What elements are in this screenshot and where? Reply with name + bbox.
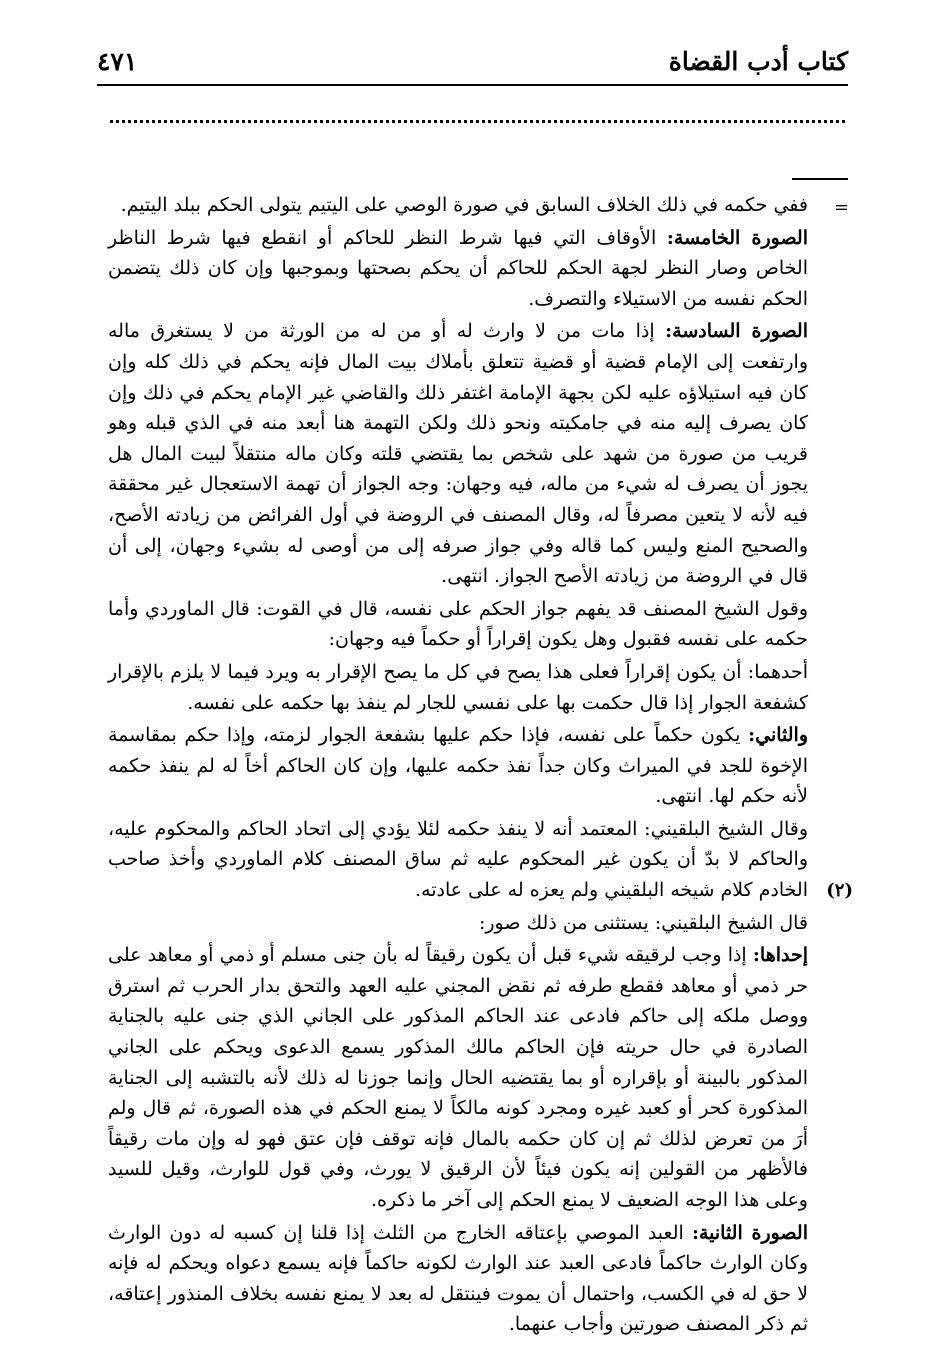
paragraph-text: ففي حكمه في ذلك الخلاف السابق في صورة الوصي على اليتيم يتولى الحكم ببلد اليتيم. [120,194,808,216]
running-header [97,40,848,84]
paragraph-text: قال الشيخ البلقيني: يستثنى من ذلك صور: [478,911,808,934]
paragraph-lead: إحداها: [752,944,808,967]
paragraph-text: الأوقاف التي فيها شرط النظر للحاكم أو انقطع فيها شرط الناظر الخاص وصار النظر لجهة الحكم للحاكم أن يحكم بصحتها وبموجبها وإن كان ذلك يتضمن الحكم نفسه من الاستيلاء والتصرف. [108,226,808,310]
paragraph [108,940,808,1215]
dotted-separator [110,120,845,123]
paragraph-text: وقال الشيخ البلقيني: المعتمد أنه لا ينفذ حكمه لئلا يؤدي إلى اتحاد الحاكم والمحكوم عليه، والحاكم لا بدّ أن يكون غير المحكوم عليه ثم ساق المصنف كلام الماوردي وأخذ صاحب الخادم كلام شيخه البلقيني ولم يعزه له على عادته. [108,817,808,902]
paragraph-text: يكون حكماً على نفسه، فإذا حكم عليها بشفعة الجوار لزمته، وإذا حكم بمقاسمة الإخوة للجد في الميراث وكان جداً نفذ حكمه عليها، وإن كان الحاكم أخاً له لم ينفذ حكمه لأنه حكم لها. انتهى. [108,724,808,808]
footnote-rule [792,178,848,180]
paragraph-text: إذا مات من لا وارث له أو من له من الورثة من لا يستغرق ماله وارتفعت إلى الإمام قضية أو قضية تتعلق بأملاك بيت المال فإنه يحكم في ذلك كله وإن كان فيه استيلاؤه عليه لكن بجهة الإمامة اغتفر ذلك والقاضي غير الإمام يحكم في ذلك وإن كان يصرف إليه منه في جامكيته ونحو ذلك ولكن التهمة هنا أبعد منه في الذي قبله وهو قريب من صورة من شهد على شخص بما يقتضي قلته وكان ماله منتقلاً لبيت المال هل يجوز أن يصرف له شيء من ماله، فيه وجهان: وجه الجواز أن تهمة الاستعجال غير محققة فيه لأنه لا يتعين مصرفاً له، وقال المصنف في الروضة في أول الفرائض من زيادته الأصح، والصحيح المنع وليس كما قاله وفي جواز صرفه إلى من أوصى له بشيء وجهان، إلى أن قال في الروضة من زيادته الأصح الجواز. انتهى. [108,320,808,588]
paragraph [108,908,808,939]
footnote-number: (٢) [826,880,853,901]
header-rule [97,84,848,86]
book-title: كتاب أدب القضاة [668,47,848,76]
paragraph [108,1218,808,1340]
page-number: ٤٧١ [97,47,138,76]
footnote-body [108,190,808,1342]
paragraph [108,223,808,315]
paragraph-text: إذا وجب لرقيقه شيء قبل أن يكون رقيقاً له بأن جنى مسلم أو ذمي أو معاهد على حر ذمي أو معاهد فقطع طرفه ثم نقض المجني عليه العهد والتحق بدار الحرب ثم استرق ووصل ملكه إلى حاكم فادعى عند الحاكم المذكور على الجاني الذي جنى عليه بالجناية الصادرة في حال حريته فإن الحاكم مالك المذكور يسمع الدعوى ويحكم على الجاني المذكور بالبينة أو بإقراره أو بما يقتضيه الحال وإنما جوزنا له ذلك لأنه بالتشبه إلى الجناية المذكورة كحر أو كعبد غيره ومجرد كونه مالكاً لا يمنع الحكم في هذه الصورة، ثم قال ولم أرَ من تعرض لذلك ثم إن كان حكمه بالمال فإنه توقف فإن عتق فهو له وإن مات رقيقاً فالأظهر من القولين إنه يكون فيئاً لأن الرقيق لا يورث، وفي قول للوارث، وقيل للسيد وعلى هذا الوجه الضعيف لا يمنع الحكم إلى آخر ما ذكره. [108,944,808,1211]
paragraph [108,814,808,906]
paragraph [108,594,808,655]
paragraph [108,720,808,812]
paragraph [108,190,808,221]
paragraph [108,657,808,718]
paragraph-text: وقول الشيخ المصنف قد يفهم جواز الحكم على نفسه، قال في القوت: قال الماوردي وأما حكمه على نفسه فقبول وهل يكون إقراراً أو حكماً فيه وجهان: [108,597,808,651]
paragraph-text: العبد الموصي بإعتاقه الخارج من الثلث إذا قلنا إن كسبه له دون الوارث وكان الوارث حاكماً فادعى العبد عند الوارث لكونه حاكماً فإنه يسمع دعواه ويحكم له فإنه لا حق له في الكسب، واحتمال أن يموت فينتقل له بعد لا يمنع نفسه بخلاف المنذور إعتاقه، ثم ذكر المصنف صورتين وأجاب عنهما. [108,1221,808,1336]
paragraph-text: أحدهما: أن يكون إقراراً فعلى هذا يصح في كل ما يصح الإقرار به ويرد فيما لا يلزم بالإقرار كشفعة الجوار إذا قال حكمت بها على نفسي للجار لم ينفذ بها حكمه على نفسه. [108,660,808,714]
paragraph-lead: الصورة السادسة: [665,320,808,343]
paragraph-lead: الصورة الثانية: [691,1221,808,1244]
paragraph [108,316,808,591]
paragraph-lead: الصورة الخامسة: [666,226,808,249]
paragraph-lead: والثاني: [748,724,808,747]
continuation-marker: = [833,197,849,218]
